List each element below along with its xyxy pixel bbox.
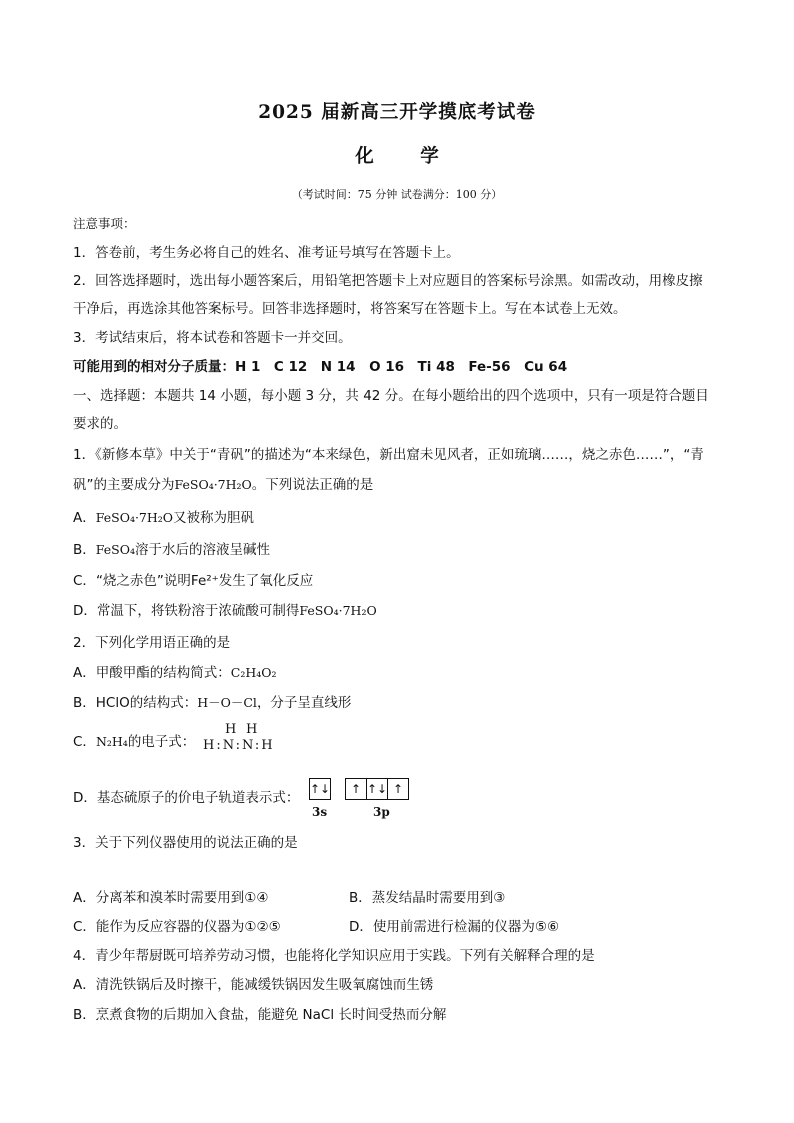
q1-stem-text: 矾”的主要成分为 <box>73 477 175 493</box>
exam-info: （考试时间：75 分钟 试卷满分：100 分） <box>291 188 503 201</box>
q1-stem-cont <box>73 476 373 494</box>
hydrazine-electron-formula <box>203 722 293 756</box>
q2-option-c <box>73 733 195 751</box>
hydrogen-top-1: H <box>225 722 237 737</box>
option-text: B．HClO的结构式： <box>73 695 198 711</box>
q2-option-a <box>73 664 277 682</box>
option-text: 又被称为胆矾 <box>173 510 255 526</box>
note-item-3: 3．考试结束后，将本试卷和答题卡一并交回。 <box>73 330 352 346</box>
option-formula: FeSO₄·7H₂O <box>299 603 377 618</box>
q2-option-b <box>73 694 351 712</box>
orbital-diagram <box>309 778 449 822</box>
q2-stem: 2．下列化学用语正确的是 <box>73 635 231 651</box>
q4-option-b: B．烹煮食物的后期加入食盐，能避免 NaCl 长时间受热而分解 <box>73 1007 447 1023</box>
orbital-3s-box: ↑↓ <box>309 778 331 800</box>
orbital-3p-box-2: ↑↓ <box>366 778 388 800</box>
note-item-1: 1．答卷前，考生务必将自己的姓名、准考证号填写在答题卡上。 <box>73 245 460 261</box>
orbital-3p-label: 3p <box>373 805 390 819</box>
section1-heading: 一、选择题：本题共 14 小题，每小题 3 分，共 42 分。在每小题给出的四个选项中，只有一项是符合题目 <box>73 388 709 404</box>
note-item-2: 2．回答选择题时，选出每小题答案后，用铅笔把答题卡上对应题目的答案标号涂黑。如需改动，用橡皮擦 <box>73 273 703 289</box>
exam-title: 2025 届新高三开学摸底考试卷 <box>258 102 536 123</box>
subject-title: 化 学 <box>355 146 459 167</box>
option-text: A．甲酸甲酯的结构简式： <box>73 665 231 681</box>
electron-formula-row: H:N:N:H <box>203 738 275 753</box>
option-label: A． <box>73 510 96 526</box>
orbital-3p-box-3: ↑ <box>387 778 409 800</box>
q1-option-a <box>73 509 254 527</box>
option-formula: N₂H₄ <box>95 734 128 749</box>
section1-heading-cont: 要求的。 <box>73 416 127 432</box>
q1-option-c <box>73 572 313 590</box>
option-formula: FeSO₄ <box>95 542 135 557</box>
q3-option-b: B．蒸发结晶时需要用到③ <box>349 890 506 906</box>
orbital-3s-label: 3s <box>312 805 328 819</box>
q3-option-d: D．使用前需进行检漏的仪器为⑤⑥ <box>349 919 560 935</box>
option-text: “烧之赤色”说明Fe²⁺发生了氧化反应 <box>95 573 314 589</box>
q1-stem: 1．《新修本草》中关于“青矾”的描述为“本来绿色，新出窟未见风者，正如琉璃……，烧之赤色……”，“青 <box>73 447 704 463</box>
hydrogen-top-2: H <box>246 722 258 737</box>
option-text: 常温下，将铁粉溶于浓硫酸可制得 <box>96 603 300 619</box>
option-label: C． <box>73 573 96 589</box>
q3-option-c: C．能作为反应容器的仪器为①②⑤ <box>73 919 281 935</box>
option-label: C． <box>73 734 96 750</box>
q3-stem: 3．关于下列仪器使用的说法正确的是 <box>73 835 298 851</box>
q1-formula: FeSO₄·7H₂O <box>174 477 252 492</box>
q4-option-a: A．清洗铁锅后及时擦干，能减缓铁锅因发生吸氧腐蚀而生锈 <box>73 977 434 993</box>
option-label: B． <box>73 542 96 558</box>
option-text: 的电子式： <box>127 734 196 750</box>
notes-heading: 注意事项： <box>73 216 136 231</box>
option-formula: C₂H₄O₂ <box>230 665 277 680</box>
option-text: ，分子呈直线形 <box>256 695 352 711</box>
orbital-3p-box-1: ↑ <box>345 778 367 800</box>
q3-option-a: A．分离苯和溴苯时需要用到①④ <box>73 890 269 906</box>
option-formula: FeSO₄·7H₂O <box>95 510 174 525</box>
q1-option-d <box>73 602 377 620</box>
option-formula: H－O－Cl <box>197 695 257 710</box>
option-text: 溶于水后的溶液呈碱性 <box>134 542 270 558</box>
q1-option-b <box>73 541 270 559</box>
q2-option-d: D．基态硫原子的价电子轨道表示式： <box>73 790 300 806</box>
option-label: D． <box>73 603 97 619</box>
atomic-masses: 可能用到的相对分子质量：H 1 C 12 N 14 O 16 Ti 48 Fe-56 Cu 64 <box>73 359 568 375</box>
note-item-2-cont: 干净后，再选涂其他答案标号。回答非选择题时，将答案写在答题卡上。写在本试卷上无效。 <box>73 301 627 317</box>
q1-stem-end: 。下列说法正确的是 <box>251 477 374 493</box>
q4-stem: 4．青少年帮厨既可培养劳动习惯，也能将化学知识应用于实践。下列有关解释合理的是 <box>73 948 595 964</box>
